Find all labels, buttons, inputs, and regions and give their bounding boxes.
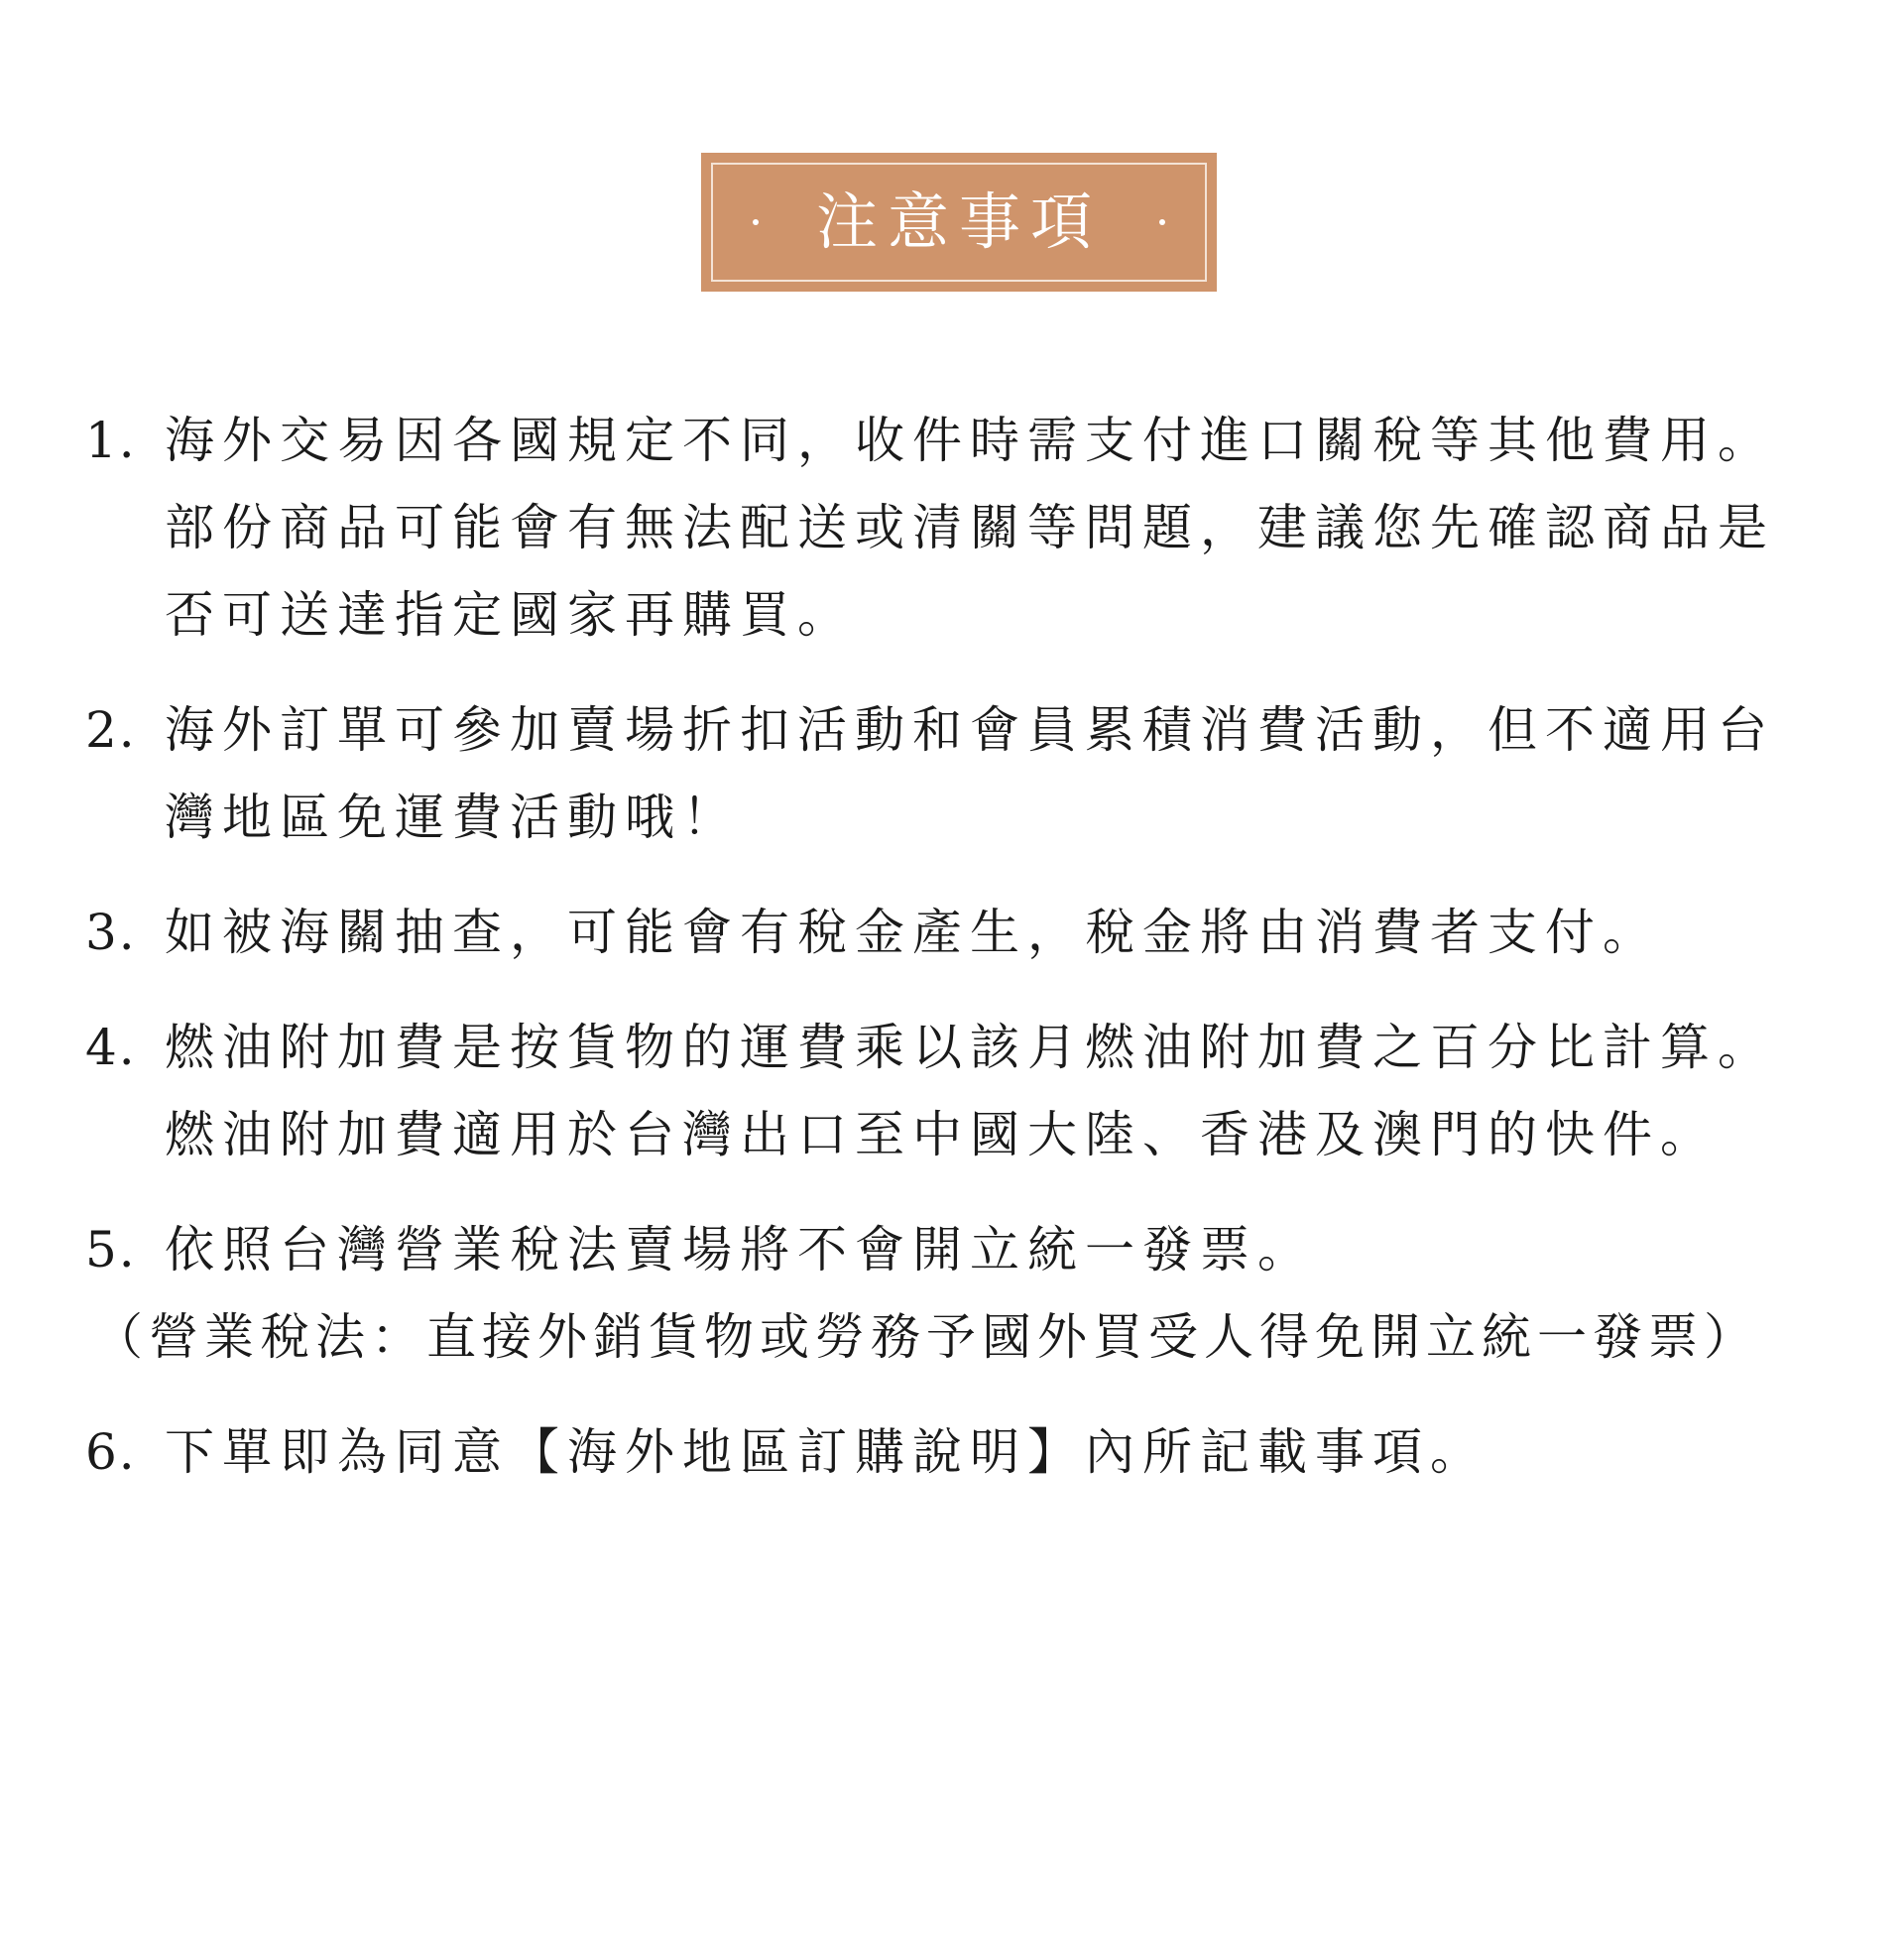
notice-item-6 bbox=[85, 1408, 1870, 1496]
notice-number: 4. bbox=[85, 1019, 137, 1076]
notice-item-3 bbox=[85, 889, 1870, 976]
notice-line: 如被海關抽查，可能會有稅金產生，稅金將由消費者支付。 bbox=[165, 904, 1660, 961]
notice-line: 部份商品可能會有無法配送或清關等問題，建議您先確認商品是 bbox=[165, 499, 1775, 556]
notice-line: 海外訂單可參加賣場折扣活動和會員累積消費活動，但不適用台 bbox=[165, 701, 1775, 759]
notice-item-2 bbox=[85, 686, 1870, 861]
notice-line: 下單即為同意【海外地區訂購說明】內所記載事項。 bbox=[165, 1423, 1488, 1481]
notice-line: 海外交易因各國規定不同，收件時需支付進口關稅等其他費用。 bbox=[165, 412, 1775, 469]
notice-number: 3. bbox=[85, 904, 137, 961]
notice-line-parenthetical: （營業稅法：直接外銷貨物或勞務予國外買受人得免開立統一發票） bbox=[93, 1308, 1759, 1366]
notice-line: 依照台灣營業稅法賣場將不會開立統一發票。 bbox=[165, 1221, 1315, 1279]
notice-number: 1. bbox=[85, 412, 137, 469]
notice-text bbox=[93, 1206, 1870, 1381]
notice-line: 否可送達指定國家再購買。 bbox=[165, 586, 855, 644]
notice-item-5 bbox=[85, 1206, 1870, 1381]
notice-text bbox=[165, 1408, 1870, 1496]
dot-ornament-left bbox=[753, 219, 759, 225]
title-banner bbox=[701, 153, 1217, 292]
title-frame bbox=[711, 163, 1207, 282]
page-title: 注意事項 bbox=[815, 185, 1102, 258]
notice-line: 灣地區免運費活動哦！ bbox=[165, 789, 740, 846]
notice-number: 6. bbox=[85, 1423, 137, 1481]
notice-number: 5. bbox=[85, 1221, 137, 1279]
dot-ornament-right bbox=[1159, 219, 1165, 225]
notice-text bbox=[165, 686, 1870, 861]
notice-text bbox=[165, 397, 1870, 659]
notice-line: 燃油附加費適用於台灣出口至中國大陸、香港及澳門的快件。 bbox=[165, 1106, 1718, 1163]
notice-text bbox=[165, 889, 1870, 976]
notice-item-1 bbox=[85, 397, 1870, 659]
notice-list bbox=[85, 397, 1870, 1523]
notice-line: 燃油附加費是按貨物的運費乘以該月燃油附加費之百分比計算。 bbox=[165, 1019, 1775, 1076]
notice-number: 2. bbox=[85, 701, 137, 759]
notice-text bbox=[165, 1004, 1870, 1178]
notice-item-4 bbox=[85, 1004, 1870, 1178]
